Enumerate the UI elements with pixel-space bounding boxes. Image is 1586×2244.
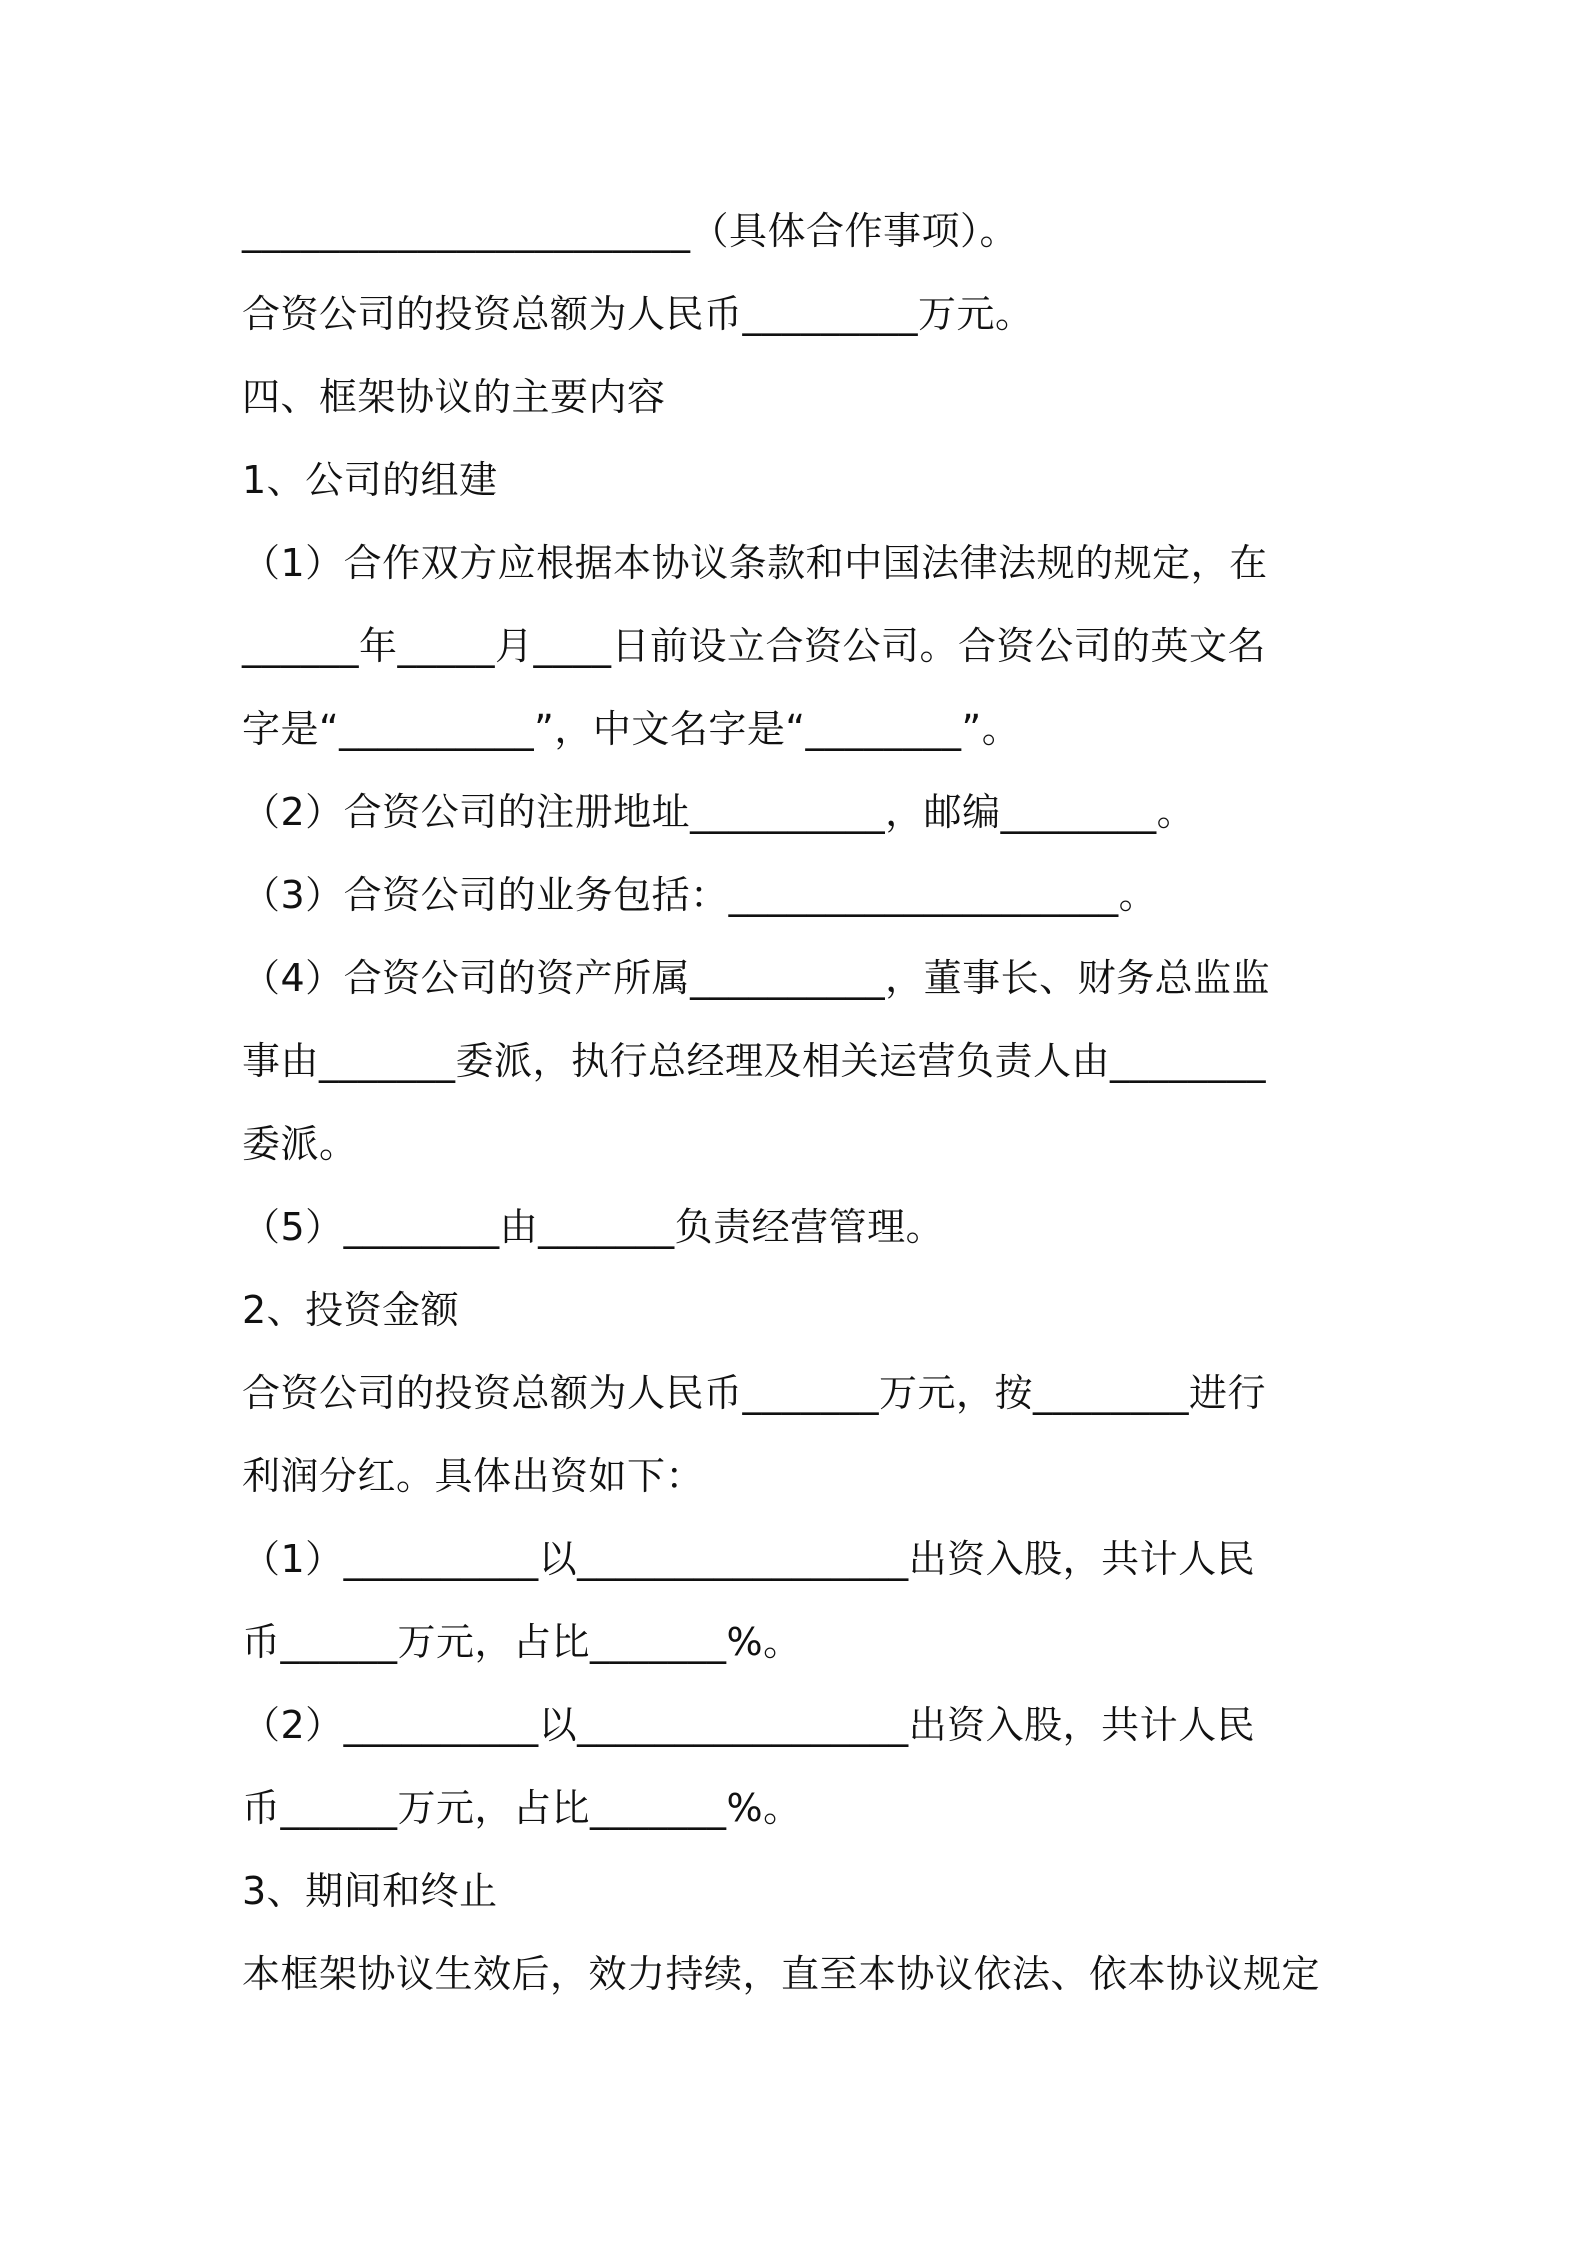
clause-1-4-line-2: 事由_______委派，执行总经理及相关运营负责人由________: [242, 1039, 1267, 1083]
clause-1-3: （3）合资公司的业务包括：____________________。: [242, 873, 1158, 917]
subheading-investment-amount: 2、投资金额: [242, 1288, 460, 1332]
section-heading-main-content: 四、框架协议的主要内容: [242, 375, 666, 419]
contribution-2-line-1: （2）__________以_________________出资入股，共计人民: [242, 1703, 1256, 1747]
clause-1-1-line-3: 字是“__________”，中文名字是“________”。: [242, 707, 1021, 751]
text-line-cooperation-matters: _______________________（具体合作事项）。: [242, 209, 1019, 253]
clause-1-5: （5）________由_______负责经营管理。: [242, 1205, 945, 1249]
term-line-1: 本框架协议生效后，效力持续，直至本协议依法、依本协议规定: [242, 1952, 1321, 1996]
text-line-total-investment: 合资公司的投资总额为人民币_________万元。: [242, 292, 1034, 336]
clause-1-1-line-2: ______年_____月____日前设立合资公司。合资公司的英文名: [242, 624, 1267, 668]
contribution-1-line-2: 币______万元，占比_______%。: [242, 1620, 802, 1664]
clause-1-4-line-1: （4）合资公司的资产所属__________，董事长、财务总监监: [242, 956, 1271, 1000]
contribution-2-line-2: 币______万元，占比_______%。: [242, 1786, 802, 1830]
subheading-term-termination: 3、期间和终止: [242, 1869, 498, 1913]
investment-line-1: 合资公司的投资总额为人民币_______万元，按________进行: [242, 1371, 1267, 1415]
contribution-1-line-1: （1）__________以_________________出资入股，共计人民: [242, 1537, 1256, 1581]
clause-1-1-line-1: （1）合作双方应根据本协议条款和中国法律法规的规定，在: [242, 541, 1268, 585]
clause-1-2: （2）合资公司的注册地址__________，邮编________。: [242, 790, 1196, 834]
investment-line-2: 利润分红。具体出资如下：: [242, 1454, 705, 1498]
clause-1-4-line-3: 委派。: [242, 1122, 358, 1166]
subheading-company-formation: 1、公司的组建: [242, 458, 498, 502]
